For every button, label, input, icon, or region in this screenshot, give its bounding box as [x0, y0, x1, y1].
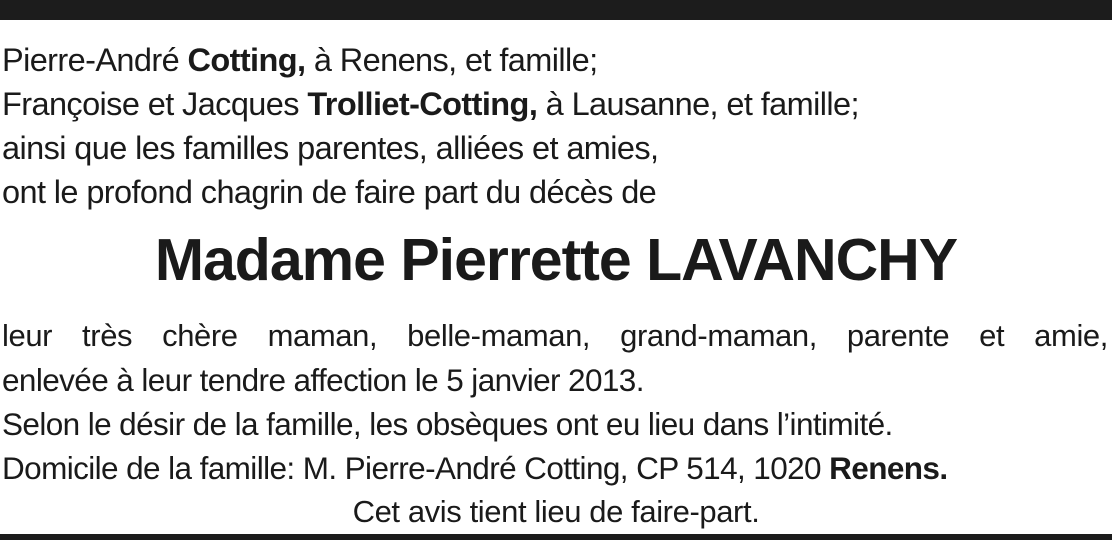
intro-line-3: ainsi que les familles parentes, alliées et amies,	[2, 130, 659, 166]
notice-intro	[0, 38, 1112, 214]
body-line-1: leur très chère maman, belle-maman, grand-maman, parente et amie,	[2, 318, 1108, 353]
body-line-4	[0, 446, 1112, 490]
body-line-3: Selon le désir de la famille, les obsèques ont eu lieu dans l’intimité.	[2, 406, 893, 442]
family-address: Domicile de la famille: M. Pierre-André Cotting, CP 514, 1020	[2, 450, 830, 486]
intro-line-2	[0, 82, 1112, 126]
intro-line-2-post: à Lausanne, et famille;	[537, 86, 859, 122]
top-rule	[0, 0, 1112, 20]
bottom-rule	[0, 534, 1112, 540]
intro-line-1-pre: Pierre-André	[2, 42, 188, 78]
body-line-2: enlevée à leur tendre affection le 5 janvier 2013.	[2, 362, 644, 398]
notice-body	[0, 314, 1112, 490]
intro-line-1	[0, 38, 1112, 82]
intro-line-4: ont le profond chagrin de faire part du décès de	[2, 174, 657, 210]
family-town: Renens.	[829, 450, 948, 486]
intro-line-2-pre: Françoise et Jacques	[2, 86, 308, 122]
family-name-cotting: Cotting,	[187, 42, 306, 78]
intro-line-1-post: à Renens, et famille;	[305, 42, 598, 78]
deceased-name: Madame Pierrette LAVANCHY	[154, 227, 958, 293]
death-notice	[0, 38, 1112, 534]
closing-line: Cet avis tient lieu de faire-part.	[352, 494, 760, 529]
family-name-trolliet-cotting: Trolliet-Cotting,	[307, 86, 538, 122]
